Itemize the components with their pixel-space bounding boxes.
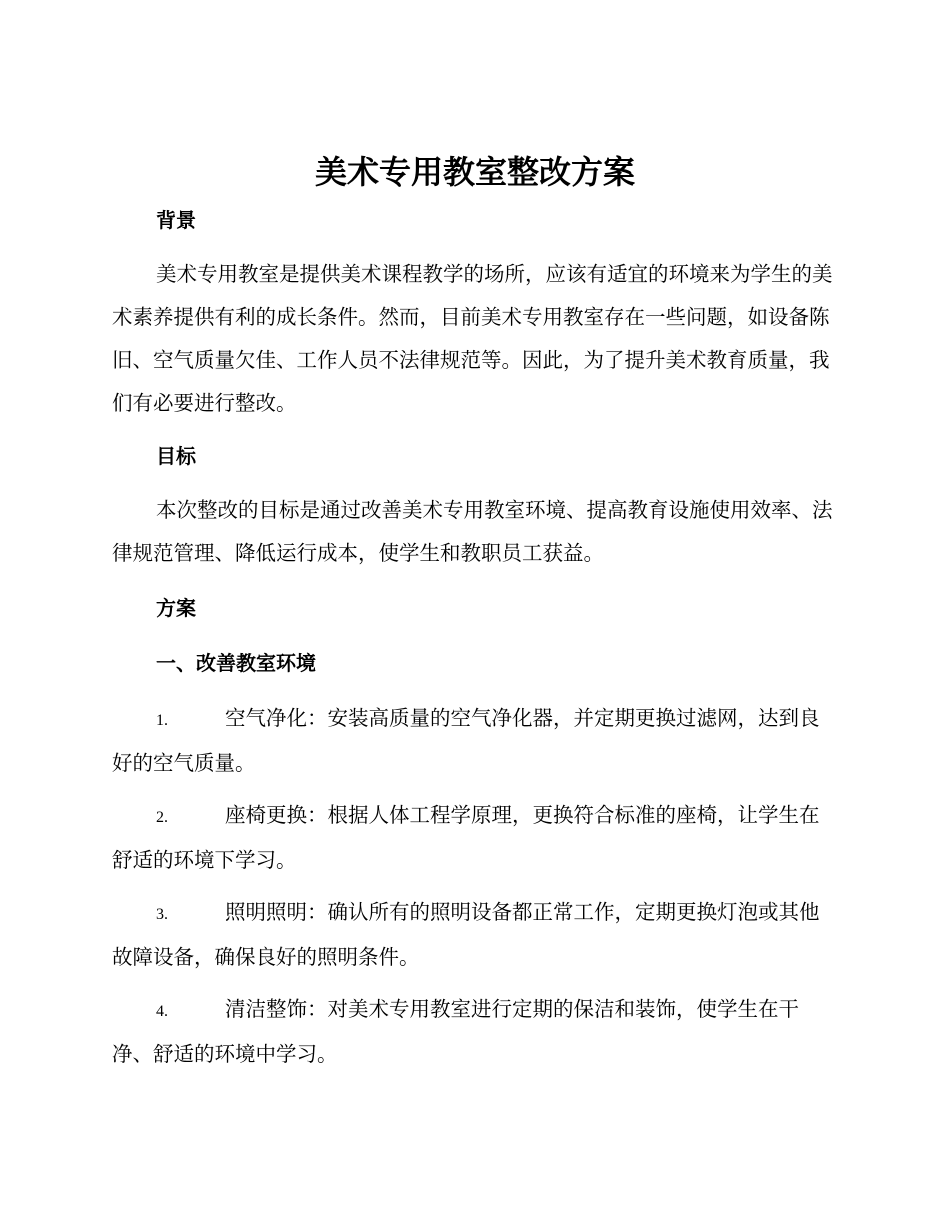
section-heading-background: 背景 [156, 208, 196, 232]
section-heading-goal: 目标 [156, 444, 196, 468]
list-item-number: 3. [156, 906, 168, 923]
subsection-heading-environment: 一、改善教室环境 [156, 651, 316, 675]
list-item-text: 清洁整饰：对美术专用教室进行定期的保洁和装饰，使学生在干净、舒适的环境中学习。 [112, 997, 799, 1066]
list-item-text: 空气净化：安装高质量的空气净化器，并定期更换过滤网，达到良好的空气质量。 [112, 706, 820, 775]
section-heading-plan: 方案 [156, 596, 196, 620]
list-item [112, 794, 838, 882]
list-item [112, 988, 838, 1076]
list-item [112, 697, 838, 785]
document-title: 美术专用教室整改方案 [314, 153, 635, 191]
paragraph-background: 美术专用教室是提供美术课程教学的场所，应该有适宜的环境来为学生的美术素养提供有利的成长条件。然而，目前美术专用教室存在一些问题，如设备陈旧、空气质量欠佳、工作人员不法律规范等。因此，为了提升美术教育质量，我们有必要进行整改。 [112, 262, 833, 415]
list-item-number: 4. [156, 1003, 168, 1020]
list-item-number: 1. [156, 712, 168, 729]
paragraph-goal: 本次整改的目标是通过改善美术专用教室环境、提高教育设施使用效率、法律规范管理、降低运行成本，使学生和教职员工获益。 [112, 498, 833, 565]
list-item-number: 2. [156, 809, 168, 826]
list-item-text: 座椅更换：根据人体工程学原理，更换符合标准的座椅，让学生在舒适的环境下学习。 [112, 803, 820, 872]
list-item [112, 891, 838, 979]
list-item-text: 照明照明：确认所有的照明设备都正常工作，定期更换灯泡或其他故障设备，确保良好的照明条件。 [112, 900, 820, 969]
